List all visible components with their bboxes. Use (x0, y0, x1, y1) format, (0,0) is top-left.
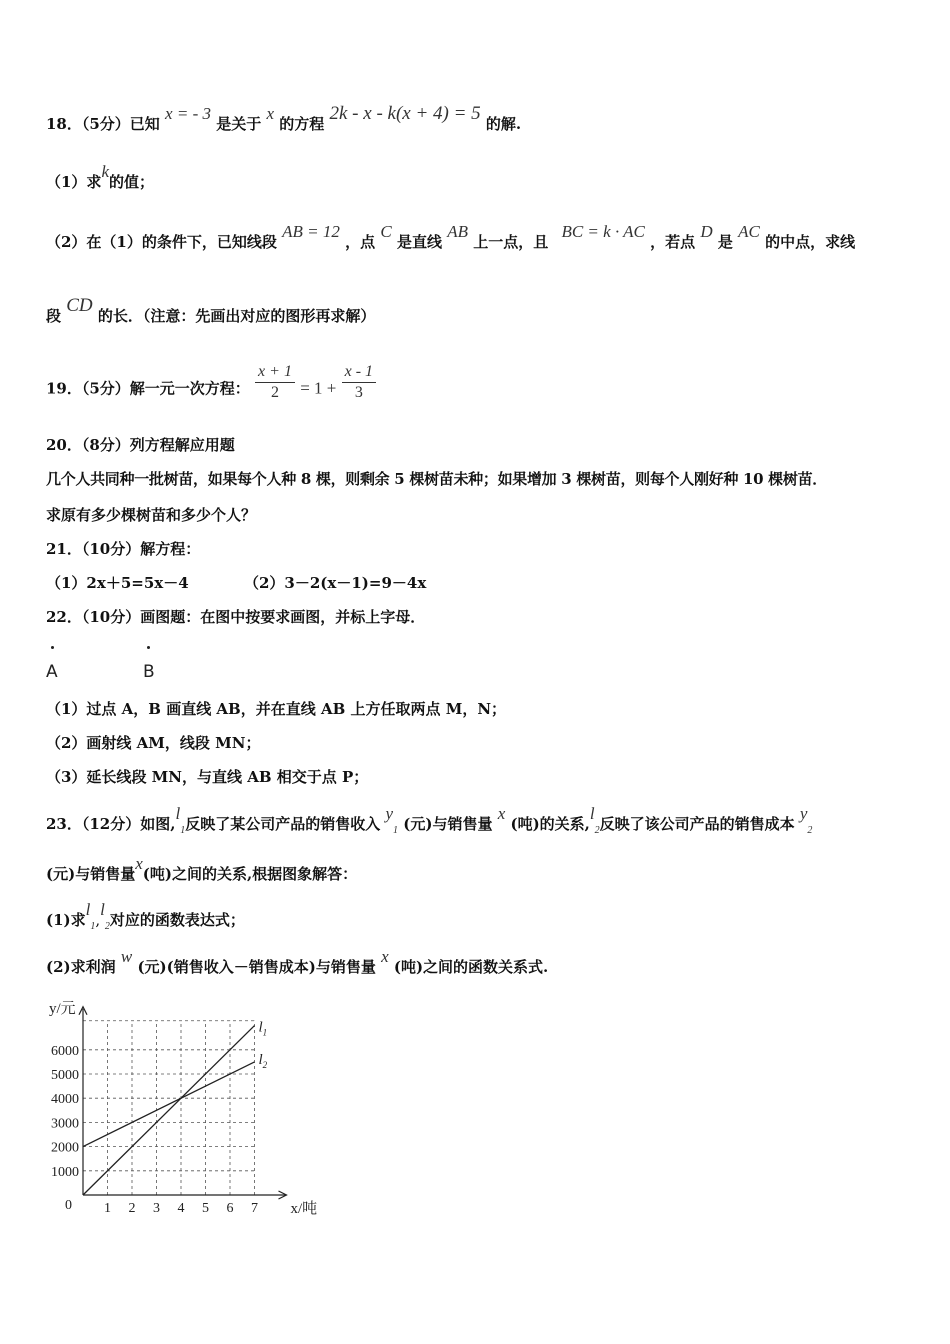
series-label-l2: $l_2$ (258, 1051, 268, 1070)
q18-part2-text: （2）在（1）的条件下，已知线段 (46, 233, 277, 251)
x-tick-label: 5 (202, 1201, 209, 1216)
q18-math-k: k (101, 162, 109, 181)
point-a-label: A (46, 662, 58, 682)
q23-part1-text: (1)求 (46, 911, 86, 929)
x-tick-label: 4 (177, 1201, 185, 1216)
q18-number: 18．（5分）已知 (46, 115, 160, 133)
q18-math-ab: AB = 12 (282, 222, 340, 241)
q23-math-l2-sub: 2 (594, 825, 600, 836)
point-a-dot (51, 646, 54, 649)
q21-title: 21．（10分）解方程： (46, 540, 201, 558)
q21-part1: （1）2x＋5=5x－4 (46, 574, 189, 592)
q18-text: 是关于 (216, 115, 262, 133)
q23-text: 23．（12分）如图, (46, 815, 176, 833)
series-label-l1: $l_1$ (258, 1019, 268, 1038)
q19-frac1-numerator: x + 1 (255, 362, 295, 383)
q19-fraction-left (255, 362, 295, 403)
y-tick-label: 2000 (51, 1140, 79, 1156)
q23-part2 (46, 947, 549, 977)
q18-math-c: C (380, 222, 392, 241)
q20-title: 20．（8分）列方程解应用题 (46, 436, 235, 454)
q22-step2: （2）画射线 AM，线段 MN； (46, 734, 261, 752)
q19-frac2-numerator: x - 1 (342, 362, 376, 383)
q23-math-l1-sub: 1 (180, 825, 186, 836)
x-tick-label: 2 (128, 1201, 136, 1216)
origin-label: 0 (65, 1198, 72, 1213)
q18-part2-text: 是 (717, 233, 733, 251)
q19-frac2-denominator: 3 (354, 384, 363, 401)
q23-text: (吨)的关系, (510, 815, 590, 833)
x-tick-label: 6 (226, 1201, 234, 1216)
series-line-l2 (83, 1062, 255, 1147)
q22-step3: （3）延长线段 MN，与直线 AB 相交于点 P； (46, 768, 369, 786)
q19-equals: = 1 + (300, 378, 337, 398)
q23-text: (吨)之间的关系,根据图象解答： (142, 865, 358, 883)
q19-frac1-denominator: 2 (271, 384, 279, 401)
q23-math-l1-sub: 1 (90, 921, 96, 932)
q23-math-l2: l (100, 900, 105, 919)
q23-text: 反映了该公司产品的销售成本 (599, 815, 795, 833)
q23-math-x: x (381, 947, 389, 966)
q18-part1-text: （1）求 (46, 173, 102, 191)
q23-part2-text: (2)求利润 (46, 958, 116, 976)
q18-text: 的解. (485, 115, 522, 133)
q23-line1 (46, 804, 813, 841)
x-tick-label: 1 (104, 1201, 111, 1216)
q23-math-y1-sub: 1 (393, 825, 399, 836)
q19-fraction-right (342, 362, 376, 403)
q23-math-x2: x (135, 854, 143, 873)
q18-part2-text: 段 (46, 307, 62, 325)
q18-part2-text: 上一点，且 (473, 233, 549, 251)
point-b-dot (147, 646, 150, 649)
q23-text: 反映了某公司产品的销售收入 (185, 815, 381, 833)
q18-math-ac: AC (738, 222, 760, 241)
q23-math-x1: x (497, 804, 506, 823)
q23-math-w: w (120, 947, 133, 966)
q18-part2-text: 的长．（注意：先画出对应的图形再求解） (97, 307, 376, 325)
q18-part2-text: ，若点 (650, 233, 696, 251)
q18-math-d: D (700, 222, 713, 241)
q18-math-bc: BC = k · AC (561, 222, 645, 241)
q23-math-l1: l (85, 900, 91, 919)
sales-chart (20, 980, 340, 1220)
q23-part1-text: 对应的函数表达式； (109, 911, 245, 929)
q18-part1 (46, 162, 154, 192)
q18-text: 的方程 (279, 115, 325, 133)
x-axis-label: x/吨 (290, 1201, 318, 1217)
q18-math-x: x (266, 104, 275, 123)
q23-math-l2-sub: 2 (104, 921, 110, 932)
q18-part2-text: 的中点，求线 (765, 233, 856, 251)
q21-part2: （2）3－2(x－1)=9－4x (244, 574, 427, 592)
q18-part2 (46, 222, 856, 252)
x-tick-label: 3 (153, 1201, 160, 1216)
q23-math-y2: y (799, 804, 808, 823)
q23-part2-text: (元)(销售收入－销售成本)与销售量 (137, 958, 376, 976)
q23-math-y2-sub: 2 (807, 825, 813, 836)
y-tick-label: 5000 (51, 1068, 79, 1083)
q23-part1: (1)求$l_1,l_2$对应的函数表达式； (46, 900, 245, 932)
q23-line2 (46, 854, 358, 884)
q19-text: 19．（5分）解一元一次方程： (46, 379, 250, 398)
q18-part2-cont (46, 295, 376, 326)
y-tick-label: 4000 (51, 1092, 79, 1108)
q22-title: 22．（10分）画图题：在图中按要求画图，并标上字母． (46, 608, 426, 626)
q18-math-x-value: x = - 3 (165, 104, 211, 123)
q20-line1: 几个人共同种一批树苗，如果每个人种 8 棵，则剩余 5 棵树苗未种；如果增加 3 棵树苗，则每个人刚好种 10 棵树苗． (46, 470, 827, 488)
q23-math-l1: l (175, 804, 181, 823)
q23-math-l2: l (589, 804, 595, 823)
y-tick-label: 6000 (51, 1043, 79, 1059)
q23-part2-text: (吨)之间的函数关系式. (393, 958, 549, 976)
y-tick-label: 1000 (51, 1164, 79, 1180)
point-b-label: B (143, 662, 155, 682)
q20-line2: 求原有多少棵树苗和多少个人？ (46, 506, 257, 524)
q18-line1 (46, 103, 522, 134)
q23-math-y1: y (385, 804, 394, 823)
y-axis-label: y/元 (49, 1000, 76, 1017)
x-tick-label: 7 (251, 1201, 258, 1216)
series-line-l1 (83, 1026, 255, 1195)
y-tick-label: 3000 (51, 1116, 79, 1132)
q18-math-cd: CD (66, 295, 93, 316)
q18-part1-text: 的值； (108, 173, 154, 191)
q19 (46, 363, 376, 403)
q18-part2-text: 是直线 (396, 233, 442, 251)
q18-equation: 2k - x - k(x + 4) = 5 (329, 103, 481, 124)
q23-text: (元)与销售量 (403, 815, 493, 833)
q18-part2-text: ，点 (345, 233, 376, 251)
q23-text: (元)与销售量 (46, 865, 136, 883)
q22-step1: （1）过点 A，B 画直线 AB，并在直线 AB 上方任取两点 M，N； (46, 700, 507, 718)
q18-math-ab-line: AB (447, 222, 468, 241)
